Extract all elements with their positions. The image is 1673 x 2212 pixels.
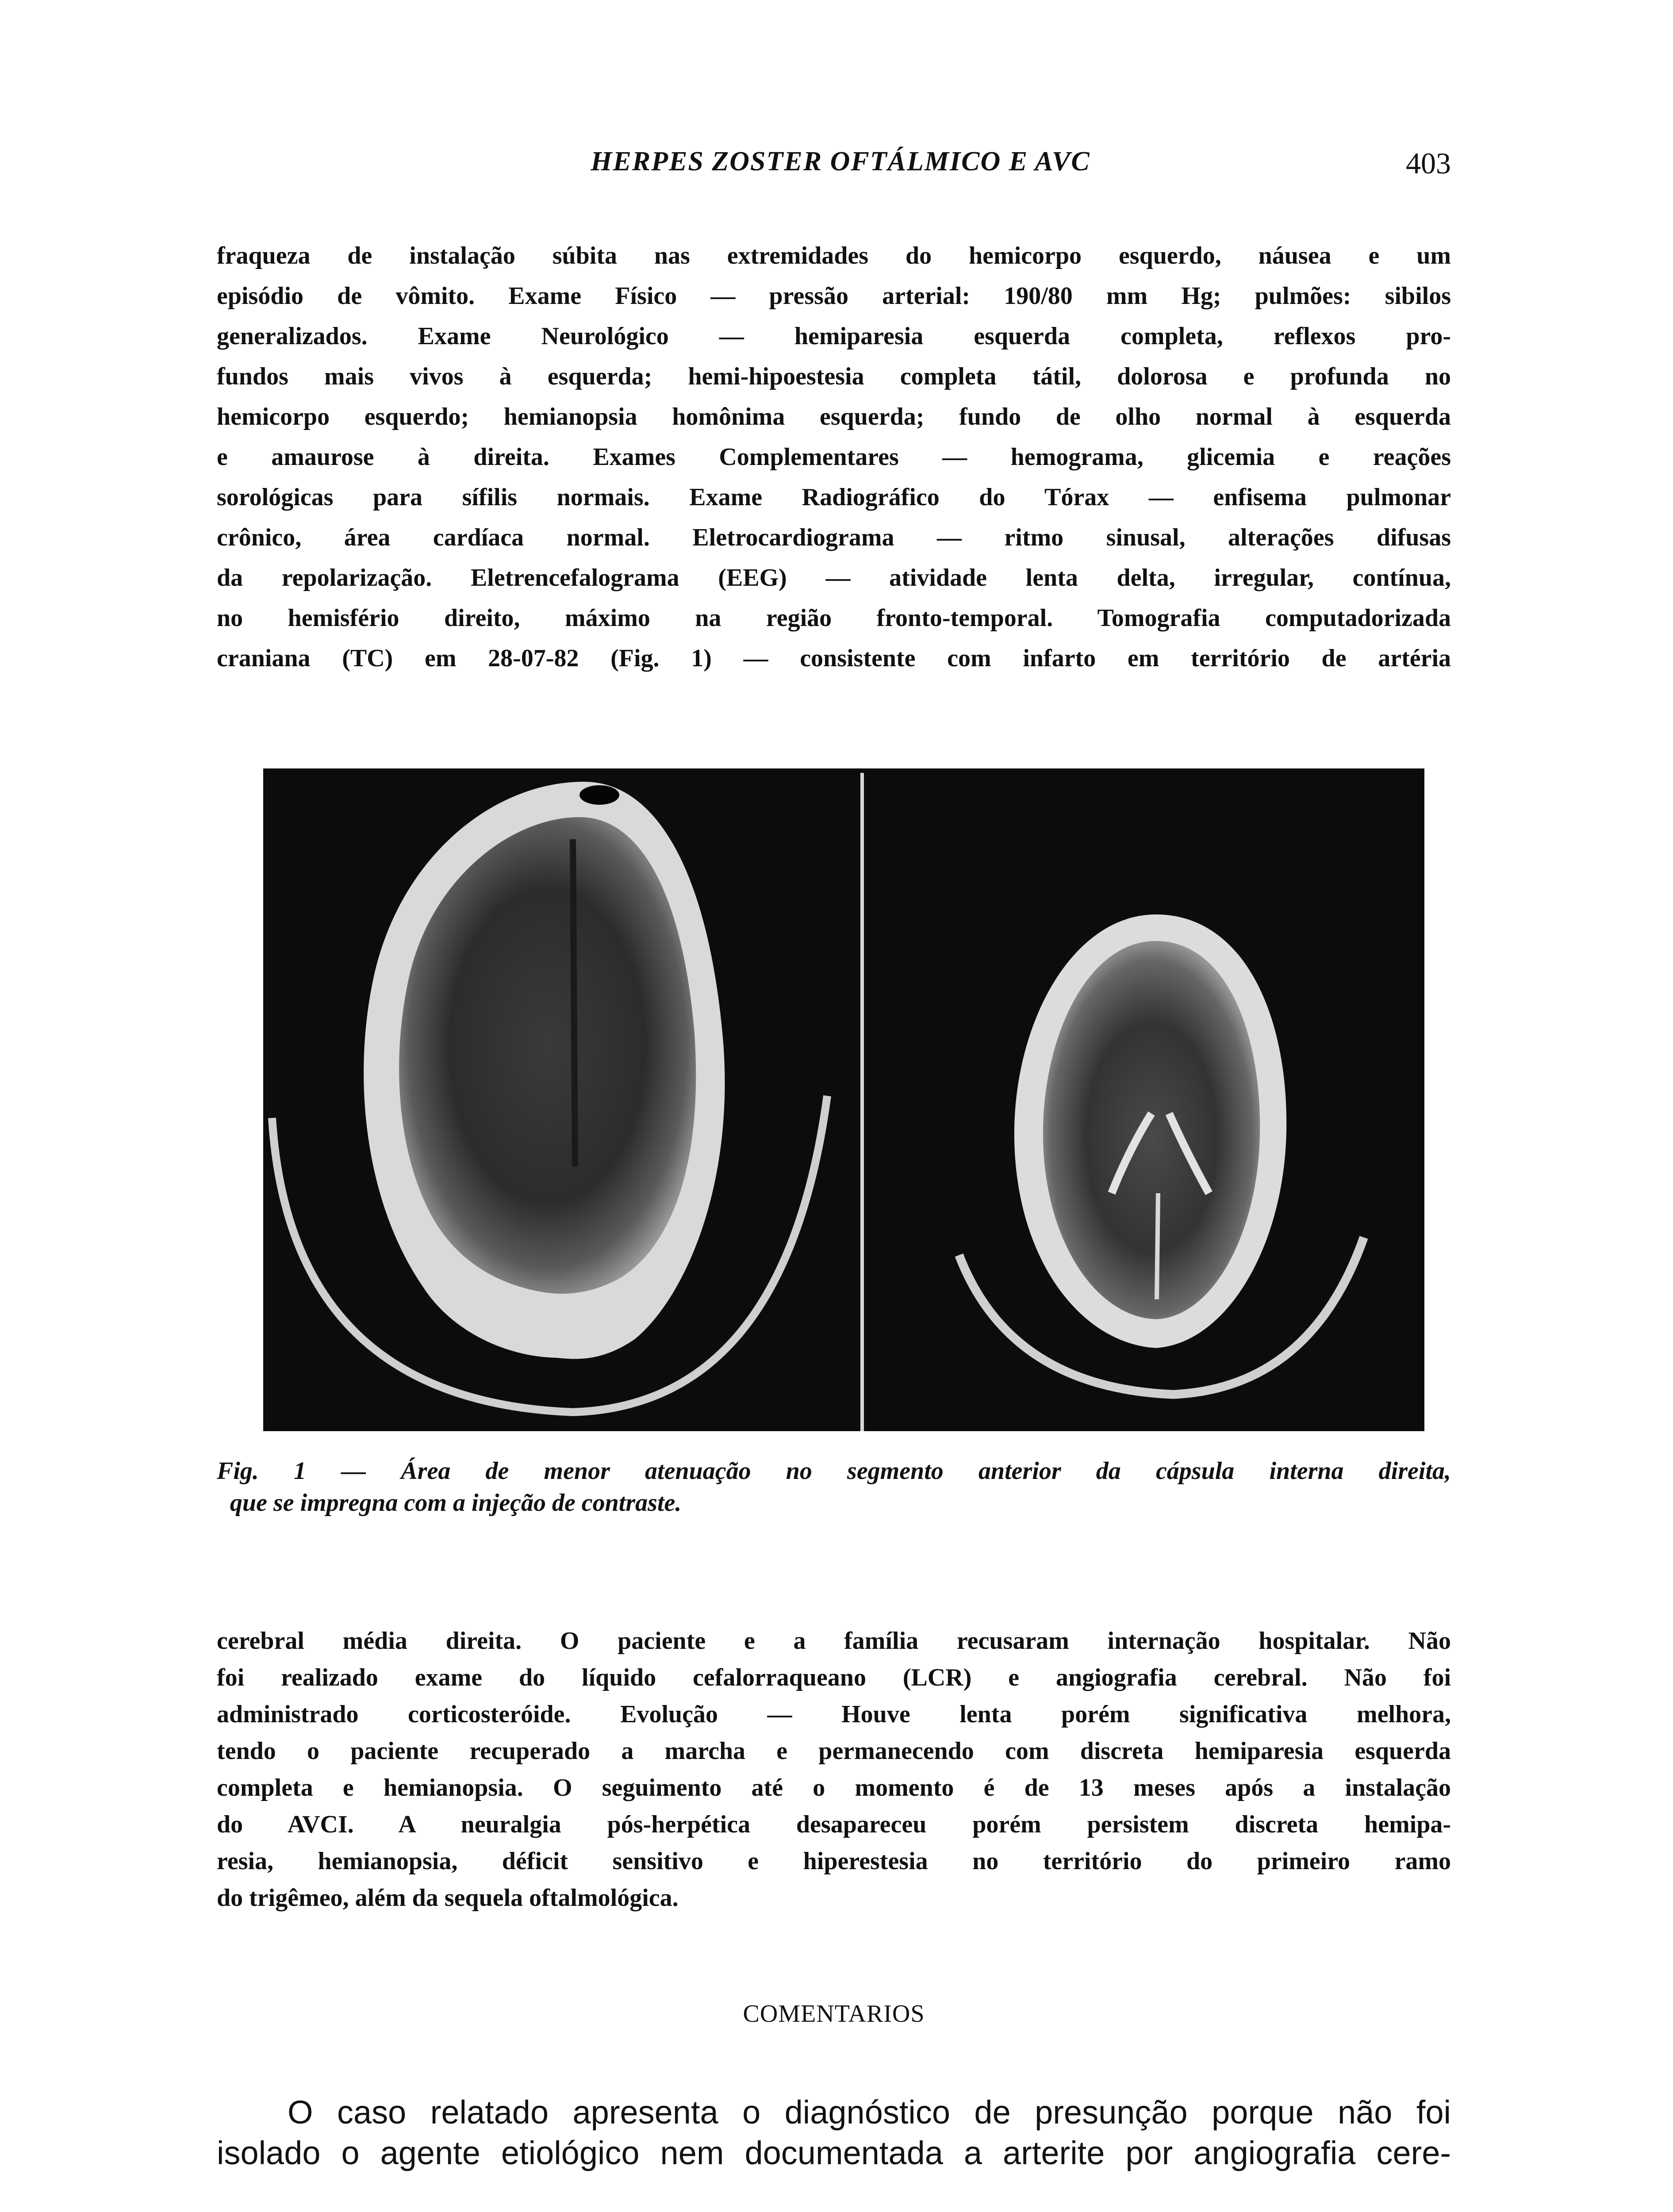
text-line: craniana (TC) em 28-07-82 (Fig. 1) — consistente com infarto em território de artéria bbox=[217, 645, 1451, 672]
text-line: fraqueza de instalação súbita nas extremidades do hemicorpo esquerdo, náusea e um bbox=[217, 242, 1451, 269]
text-line: sorológicas para sífilis normais. Exame Radiográfico do Tórax — enfisema pulmonar bbox=[217, 484, 1451, 511]
axial-ct-slice-ventricles bbox=[864, 768, 1424, 1431]
section-heading-comentarios: COMENTARIOS bbox=[743, 2000, 925, 2028]
text-line: administrado corticosteróide. Evolução — Houve lenta porém significativa melhora, bbox=[217, 1701, 1451, 1728]
text-line: generalizados. Exame Neurológico — hemiparesia esquerda completa, reflexos pro- bbox=[217, 323, 1451, 350]
running-header-title: HERPES ZOSTER OFTÁLMICO E AVC bbox=[591, 146, 1090, 177]
panel-divider bbox=[860, 773, 864, 1431]
text-line: da repolarização. Eletrencefalograma (EEG) — atividade lenta delta, irregular, contínua, bbox=[217, 564, 1451, 591]
text-line: do AVCI. A neuralgia pós-herpética desapareceu porém persistem discreta hemipa- bbox=[217, 1811, 1451, 1838]
text-line: cerebral média direita. O paciente e a família recusaram internação hospitalar. Não bbox=[217, 1627, 1451, 1655]
ct-figure bbox=[263, 768, 1424, 1431]
text-line: foi realizado exame do líquido cefalorraqueano (LCR) e angiografia cerebral. Não foi bbox=[217, 1664, 1451, 1691]
text-line: episódio de vômito. Exame Físico — pressão arterial: 190/80 mm Hg; pulmões: sibilos bbox=[217, 282, 1451, 310]
left-ct-scan-image bbox=[263, 768, 860, 1431]
text-line: fundos mais vivos à esquerda; hemi-hipoestesia completa tátil, dolorosa e profunda no bbox=[217, 363, 1451, 390]
text-line: do trigêmeo, além da sequela oftalmológica. bbox=[217, 1884, 679, 1912]
figure-caption-line: que se impregna com a injeção de contraste. bbox=[230, 1489, 682, 1517]
text-line: resia, hemianopsia, déficit sensitivo e hiperestesia no território do primeiro ramo bbox=[217, 1847, 1451, 1875]
text-line: e amaurose à direita. Exames Complementares — hemograma, glicemia e reações bbox=[217, 443, 1451, 471]
text-line: hemicorpo esquerdo; hemianopsia homônima esquerda; fundo de olho normal à esquerda bbox=[217, 403, 1451, 430]
text-line: crônico, área cardíaca normal. Eletrocardiograma — ritmo sinusal, alterações difusas bbox=[217, 524, 1451, 551]
figure-caption-line: Fig. 1 — Área de menor atenuação no segmento anterior da cápsula interna direita, bbox=[217, 1457, 1451, 1485]
right-ct-scan-image bbox=[864, 768, 1424, 1431]
text-line: isolado o agente etiológico nem documentada a arterite por angiografia cere- bbox=[217, 2135, 1451, 2171]
text-line: completa e hemianopsia. O seguimento até o momento é de 13 meses após a instalação bbox=[217, 1774, 1451, 1801]
text-line: tendo o paciente recuperado a marcha e permanecendo com discreta hemiparesia esquerda bbox=[217, 1737, 1451, 1765]
text-line: O caso relatado apresenta o diagnóstico de presunção porque não foi bbox=[288, 2094, 1451, 2131]
axial-ct-slice-upper bbox=[263, 768, 860, 1431]
page-number: 403 bbox=[1406, 146, 1451, 180]
text-line: no hemisfério direito, máximo na região fronto-temporal. Tomografia computadorizada bbox=[217, 604, 1451, 632]
